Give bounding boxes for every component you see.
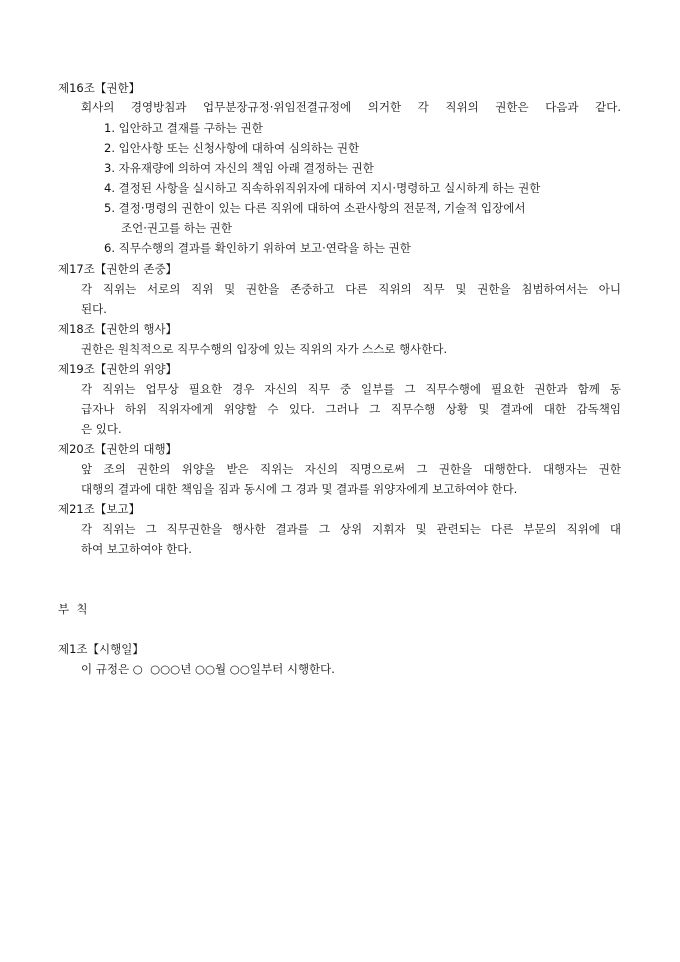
article-19-line-3: 은 있다. [81,422,122,436]
article-18-title: 제18조【권한의 행사】 [58,322,178,336]
article-16-intro: 회사의 경영방침과 업무분장규정·위임전결규정에 의거한 각 직위의 권한은 다음과 같다. [81,100,621,114]
article-17-line-2: 된다. [81,302,107,316]
article-19-line-1: 각 직위는 업무상 필요한 경우 자신의 직무 중 일부를 그 직무수행에 필요한 권한과 함께 동 [81,382,621,396]
article-19-title: 제19조【권한의 위양】 [58,362,178,376]
article-21-line-1: 각 직위는 그 직무권한을 행사한 결과를 그 상위 지휘자 및 관련되는 다른 부문의 직위에 대 [81,522,621,536]
article-18-line-1: 권한은 원칙적으로 직무수행의 입장에 있는 직위의 자가 스스로 행사한다. [81,342,448,356]
article-16-item-4: 4. 결정된 사항을 실시하고 직속하위직위자에 대하여 지시·명령하고 실시하게 하는 권한 [104,181,541,195]
article-16-item-2: 2. 입안사항 또는 신청사항에 대하여 심의하는 권한 [104,141,360,155]
article-17-line-1: 각 직위는 서로의 직위 및 권한을 존중하고 다른 직위의 직무 및 권한을 침범하여서는 아니 [81,282,621,296]
article-17-title: 제17조【권한의 존중】 [58,262,178,276]
article-16-item-5-cont: 조언·권고를 하는 권한 [121,221,232,235]
article-21-line-2: 하여 보고하여야 한다. [81,542,192,556]
article-16-title: 제16조【권한】 [58,81,141,95]
article-16-item-6: 6. 직무수행의 결과를 확인하기 위하여 보고·연락을 하는 권한 [104,241,411,255]
article-16-item-1: 1. 입안하고 결재를 구하는 권한 [104,121,263,135]
article-20-line-2: 대행의 결과에 대한 책임을 짐과 동시에 그 경과 및 결과를 위양자에게 보고하여야 한다. [81,482,518,496]
article-20-title: 제20조【권한의 대행】 [58,442,178,456]
article-16-item-5: 5. 결정·명령의 권한이 있는 다른 직위에 대하여 소관사항의 전문적, 기술적 입장에서 [104,201,526,215]
article-20-line-1: 앞 조의 권한의 위양을 받은 직위는 자신의 직명으로써 그 권한을 대행한다. 대행자는 권한 [81,462,621,476]
article-16-item-3: 3. 자유재량에 의하여 자신의 책임 아래 결정하는 권한 [104,161,374,175]
article-21-title: 제21조【보고】 [58,502,141,516]
supplementary-heading: 부 칙 [58,602,88,616]
supplementary-article-1-title: 제1조【시행일】 [58,642,144,656]
article-19-line-2: 급자나 하위 직위자에게 위양할 수 있다. 그러나 그 직무수행 상황 및 결과에 대한 감독책임 [81,402,621,416]
supplementary-article-1-text: 이 규정은 ○ ○○○년 ○○월 ○○일부터 시행한다. [81,662,335,676]
